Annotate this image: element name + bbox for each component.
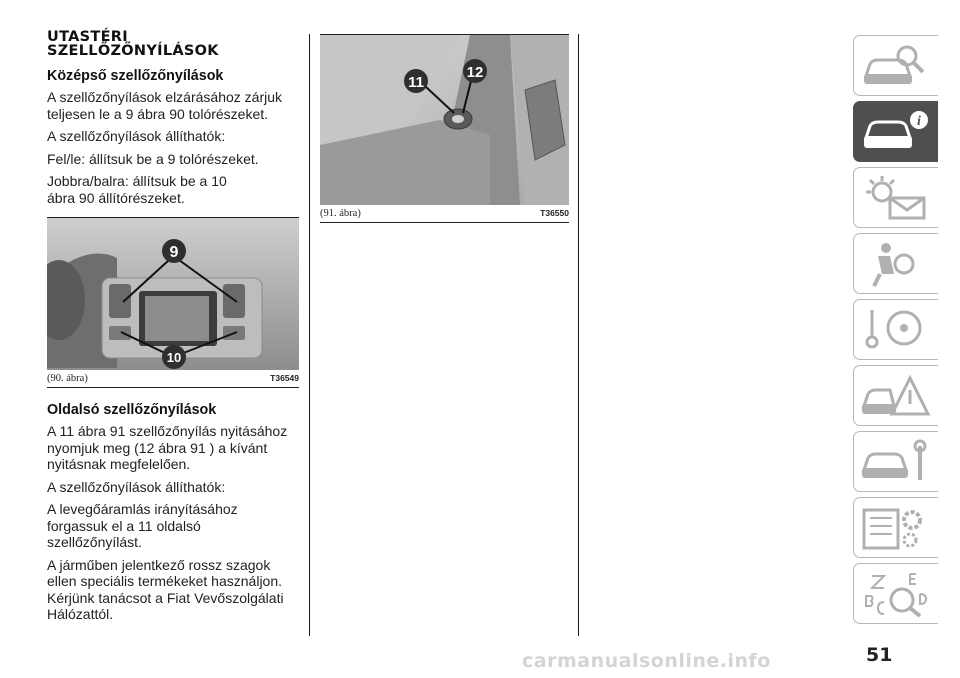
side-vents-paragraph-4: A járműben jelentkező rossz szagok ellen speciális termékeket használjon. Kérjünk tanácsot a Fiat Vevőszolgálati Hálózattól.	[47, 556, 284, 622]
car-search-icon	[860, 42, 930, 90]
column-divider-left	[309, 34, 310, 636]
tab-car-info[interactable]	[853, 101, 938, 162]
center-vents-heading: Középső szellőzőnyílások	[47, 68, 224, 84]
side-vents-heading: Oldalsó szellőzőnyílások	[47, 402, 217, 418]
figure-91	[320, 34, 569, 223]
car-wrench-icon	[860, 438, 930, 486]
page-number: 51	[866, 644, 893, 666]
side-vent-center-shape	[452, 115, 464, 123]
middle-column	[320, 34, 569, 223]
figure-91-caption-row	[320, 205, 569, 223]
figure-91-code: T36550	[540, 208, 569, 218]
svg-text:i: i	[917, 114, 921, 129]
left-column	[47, 30, 299, 629]
callout-11-label: 11	[408, 74, 424, 91]
center-vents-paragraph-3: Fel/le: állítsuk be a 9 tolórészeket.	[47, 150, 259, 167]
tab-emergency[interactable]	[853, 365, 938, 426]
tab-starting-driving[interactable]	[853, 299, 938, 360]
left-center-vent-shape	[109, 284, 131, 318]
tab-index[interactable]	[853, 563, 938, 624]
tab-car-search[interactable]	[853, 35, 938, 96]
alphabet-index-icon	[860, 570, 930, 618]
section-title-line-1: UTASTÉRI	[47, 29, 128, 45]
center-vents-paragraph-4: Jobbra/balra: állítsuk be a 10 ábra 90 állítórészeket.	[47, 173, 227, 206]
tab-lights-messages[interactable]	[853, 167, 938, 228]
figure-91-caption: (91. ábra)	[320, 208, 361, 219]
center-vents-paragraph-2: A szellőzőnyílások állíthatók:	[47, 128, 226, 144]
callout-9-label: 9	[169, 244, 179, 261]
figure-90-code: T36549	[270, 373, 299, 383]
figure-90-caption-row	[47, 370, 299, 388]
steering-key-icon	[860, 306, 930, 354]
airbag-person-icon	[860, 240, 930, 288]
figure-91-image	[320, 35, 569, 205]
center-vents-paragraph-1: A szellőzőnyílások elzárásához zárjuk teljesen le a 9 ábra 90 tolórészeket.	[47, 89, 283, 122]
light-envelope-icon	[860, 174, 930, 222]
figure-90-image	[47, 218, 299, 370]
figure-90	[47, 217, 299, 388]
side-vents-paragraph-1: A 11 ábra 91 szellőzőnyílás nyitásához nyomjuk meg (12 ábra 91 ) a kívánt nyitásnak megfelelően.	[47, 423, 288, 472]
callout-12-label: 12	[466, 64, 484, 81]
column-divider-right	[578, 34, 579, 636]
figure-90-caption: (90. ábra)	[47, 373, 88, 384]
section-title	[47, 30, 299, 58]
side-vents-paragraph-2: A szellőzőnyílások állíthatók:	[47, 478, 226, 495]
specs-gear-icon	[860, 504, 930, 552]
watermark: carmanualsonline.info	[522, 650, 771, 672]
section-title-line-2: SZELLŐZŐNYÍLÁSOK	[47, 43, 219, 59]
left-vent-knob-shape	[109, 326, 131, 340]
chapter-tabs	[853, 35, 938, 629]
car-warning-icon	[860, 372, 930, 420]
tab-maintenance[interactable]	[853, 431, 938, 492]
callout-10-label: 10	[166, 350, 182, 365]
tab-technical-data[interactable]	[853, 497, 938, 558]
tab-safety[interactable]	[853, 233, 938, 294]
radio-display-shape	[145, 296, 209, 341]
car-info-icon	[860, 108, 930, 156]
side-vents-paragraph-3: A levegőáramlás irányításához forgassuk el a 11 oldalsó szellőzőnyílást.	[47, 501, 238, 550]
